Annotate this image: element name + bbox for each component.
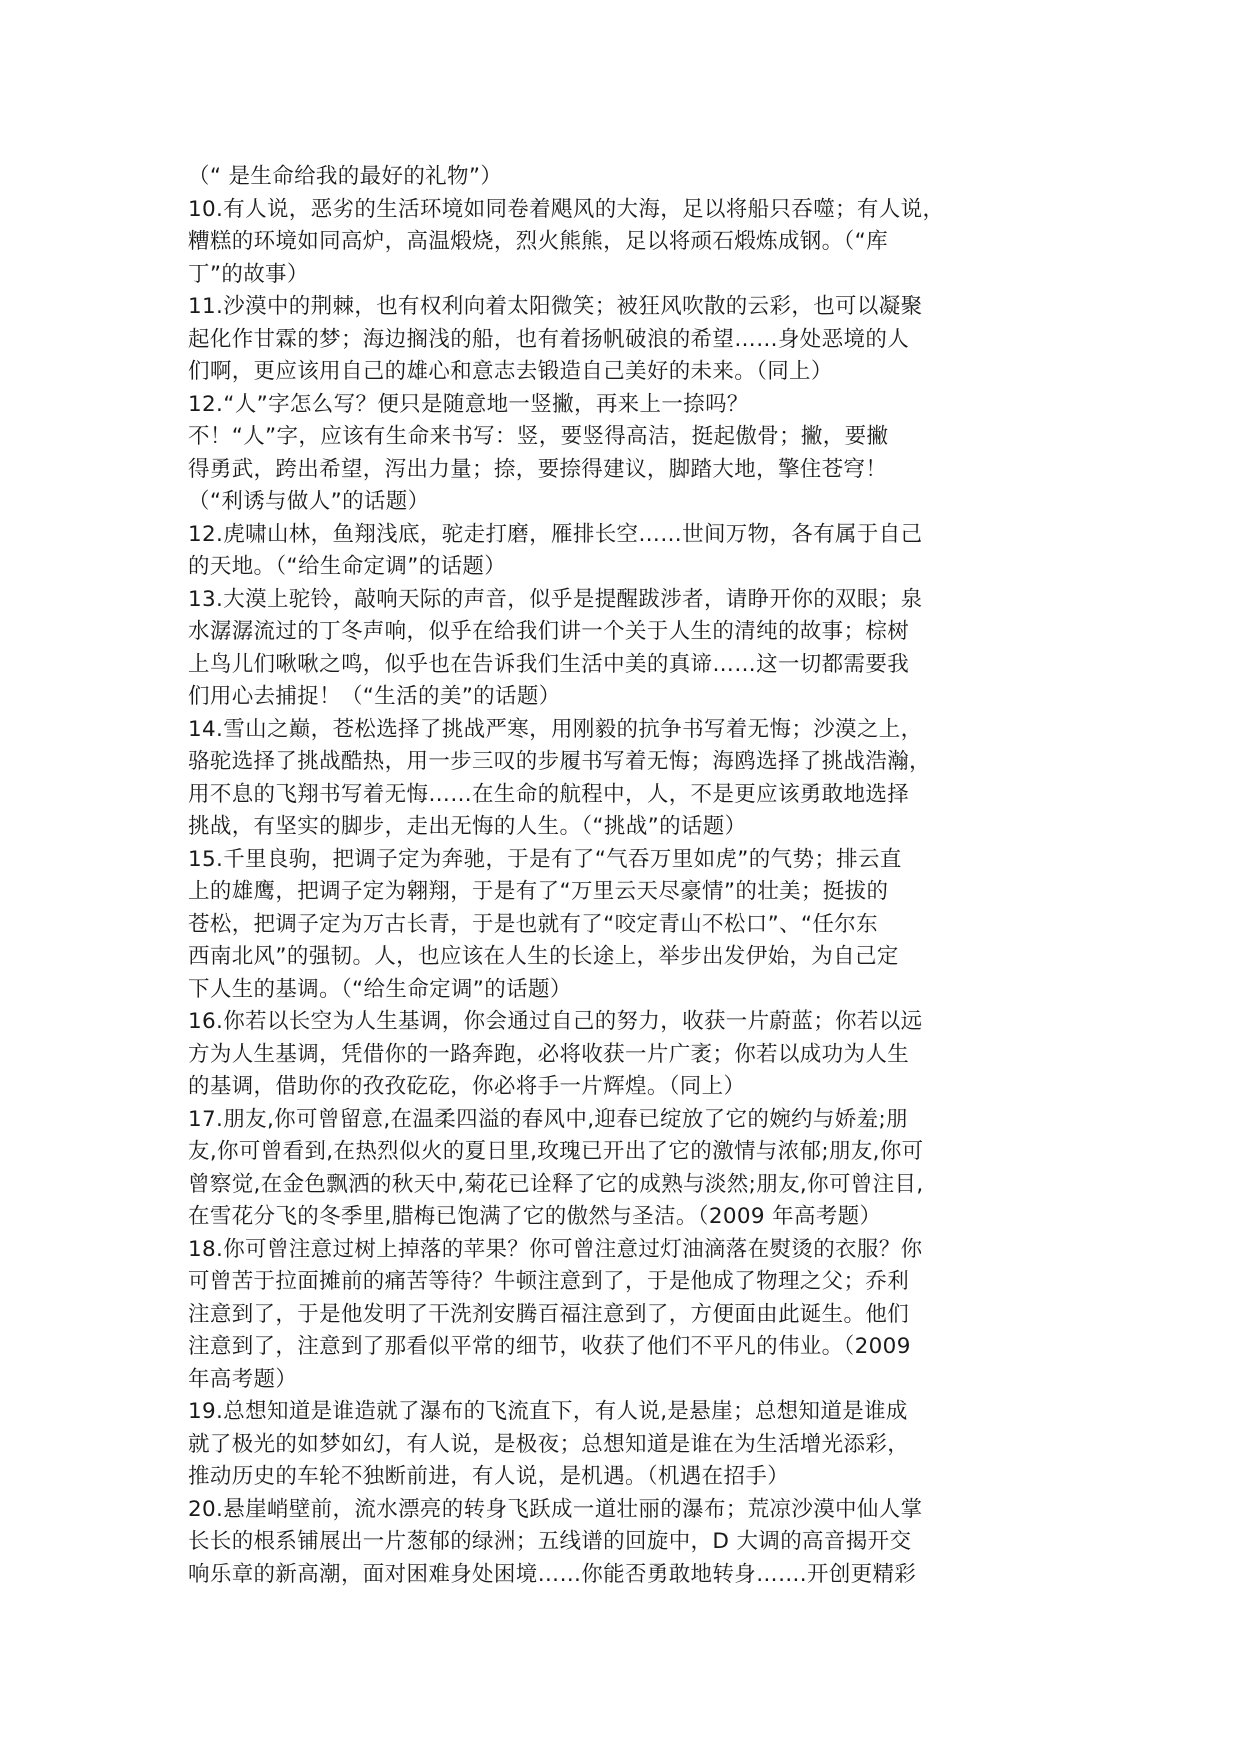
text-line: 曾察觉,在金色飘洒的秋天中,菊花已诠释了它的成熟与淡然;朋友,你可曾注目, xyxy=(188,1171,924,1197)
text-line: 西南北风”的强韧。人，也应该在人生的长途上，举步出发伊始，为自己定 xyxy=(188,944,899,969)
text-line: 响乐章的新高潮，面对困难身处困境……你能否勇敢地转身…….开创更精彩 xyxy=(188,1561,917,1587)
text-line: 们啊，更应该用自己的雄心和意志去锻造自己美好的未来。（同上） xyxy=(188,359,833,384)
text-line: 16.你若以长空为人生基调，你会通过自己的努力，收获一片蔚蓝；你若以远 xyxy=(188,1009,923,1034)
text-line: 就了极光的如梦如幻，有人说，是极夜；总想知道是谁在为生活增光添彩， xyxy=(188,1431,910,1457)
text-line: （“利诱与做人”的话题） xyxy=(188,489,430,514)
text-line: 友,你可曾看到,在热烈似火的夏日里,玫瑰已开出了它的激情与浓郁;朋友,你可 xyxy=(188,1139,924,1164)
text-line: 挑战，有坚实的脚步，走出无悔的人生。（“挑战”的话题） xyxy=(188,814,747,839)
text-line: 不！“人”字，应该有生命来书写：竖，要竖得高洁，挺起傲骨；撇，要撇 xyxy=(188,424,889,449)
text-line: 用不息的飞翔书写着无悔……在生命的航程中，人，不是更应该勇敢地选择 xyxy=(188,781,910,807)
text-line: 下人生的基调。（“给生命定调”的话题） xyxy=(188,976,572,1002)
text-line: 上鸟儿们啾啾之鸣，似乎也在告诉我们生活中美的真谛……这一切都需要我 xyxy=(188,651,910,677)
text-line: 水潺潺流过的丁冬声响，似乎在给我们讲一个关于人生的清纯的故事；棕树 xyxy=(188,619,910,644)
text-line: 11.沙漠中的荆棘，也有权利向着太阳微笑；被狂风吹散的云彩，也可以凝聚 xyxy=(188,294,923,319)
text-line: 18.你可曾注意过树上掉落的苹果？你可曾注意过灯油滴落在熨烫的衣服？你 xyxy=(188,1236,923,1262)
text-line: 长长的根系铺展出一片葱郁的绿洲；五线谱的回旋中，D 大调的高音揭开交 xyxy=(188,1529,912,1554)
text-line: 13.大漠上驼铃，敲响天际的声音，似乎是提醒跋涉者，请睁开你的双眼；泉 xyxy=(188,586,923,612)
text-line: 起化作甘霖的梦；海边搁浅的船，也有着扬帆破浪的希望……身处恶境的人 xyxy=(188,326,910,352)
text-line: 的天地。（“给生命定调”的话题） xyxy=(188,554,507,579)
text-line: 注意到了，于是他发明了干洗剂安腾百福注意到了，方便面由此诞生。他们 xyxy=(188,1301,910,1327)
text-line: 年高考题） xyxy=(188,1366,298,1392)
text-line: 12.虎啸山林，鱼翔浅底，驼走打磨，雁排长空……世间万物，各有属于自己 xyxy=(188,521,923,547)
text-line: 可曾苦于拉面摊前的痛苦等待？牛顿注意到了，于是他成了物理之父；乔利 xyxy=(188,1269,910,1294)
text-line: 在雪花分飞的冬季里,腊梅已饱满了它的傲然与圣洁。（2009 年高考题） xyxy=(188,1204,882,1229)
text-line: 苍松，把调子定为万古长青，于是也就有了“咬定青山不松口”、“任尔东 xyxy=(188,911,878,937)
text-line: 10.有人说，恶劣的生活环境如同卷着飓风的大海，足以将船只吞噬；有人说， xyxy=(188,196,945,222)
text-line: 丁”的故事） xyxy=(188,261,309,287)
text-line: 上的雄鹰，把调子定为翱翔，于是有了“万里云天尽豪情”的壮美；挺拔的 xyxy=(188,879,889,904)
text-line: 14.雪山之巅，苍松选择了挑战严寒，用刚毅的抗争书写着无悔；沙漠之上， xyxy=(188,716,923,742)
text-line: 糟糕的环境如同高炉，高温煅烧，烈火熊熊，足以将顽石煅炼成钢。（“库 xyxy=(188,229,888,254)
text-line: 得勇武，跨出希望，泻出力量；捺，要捺得建议，脚踏大地，擎住苍穹！ xyxy=(188,456,888,482)
text-line: 20.悬崖峭壁前，流水漂亮的转身飞跃成一道壮丽的瀑布；荒凉沙漠中仙人掌 xyxy=(188,1496,923,1522)
text-line: 注意到了，注意到了那看似平常的细节，收获了他们不平凡的伟业。（2009 xyxy=(188,1334,911,1359)
text-line: 骆驼选择了挑战酷热，用一步三叹的步履书写着无悔；海鸥选择了挑战浩瀚， xyxy=(188,749,931,774)
text-line: 19.总想知道是谁造就了瀑布的飞流直下，有人说,是悬崖；总想知道是谁成 xyxy=(188,1399,908,1424)
text-line: 方为人生基调，凭借你的一路奔跑，必将收获一片广袤；你若以成功为人生 xyxy=(188,1041,910,1067)
text-line: 推动历史的车轮不独断前进，有人说，是机遇。（机遇在招手） xyxy=(188,1464,790,1489)
text-line: 17.朋友,你可曾留意,在温柔四溢的春风中,迎春已绽放了它的婉约与娇羞;朋 xyxy=(188,1106,908,1132)
text-line: 15.千里良驹，把调子定为奔驰，于是有了“气吞万里如虎”的气势；排云直 xyxy=(188,846,902,872)
text-line: 们用心去捕捉！（“生活的美”的话题） xyxy=(188,684,561,709)
text-line: 的基调，借助你的孜孜矻矻，你必将手一片辉煌。（同上） xyxy=(188,1074,746,1099)
text-line: 12.“人”字怎么写？便只是随意地一竖撇，再来上一捺吗？ xyxy=(188,391,749,417)
text-line: （“ 是生命给我的最好的礼物”） xyxy=(188,164,503,189)
document-body xyxy=(188,161,1058,1591)
